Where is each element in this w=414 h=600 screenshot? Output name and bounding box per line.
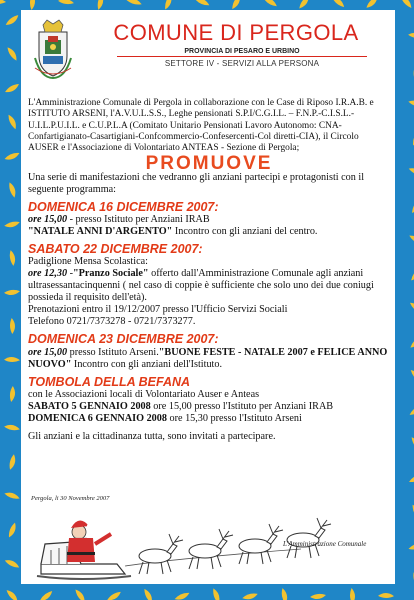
document-body — [28, 98, 390, 443]
swirl-decoration — [74, 588, 87, 600]
closing-text: Gli anziani e la cittadinanza tutta, sono invitati a partecipare. — [28, 430, 276, 442]
event-heading: DOMENICA 23 DICEMBRE 2007: — [28, 332, 219, 347]
event-title: "BUONE FESTE - NATALE 2007 e FELICE ANNO NUOVO" — [28, 346, 388, 370]
event-text: - — [67, 268, 74, 280]
swirl-decoration — [409, 335, 414, 350]
swirl-decoration — [408, 472, 414, 484]
swirl-decoration — [4, 491, 21, 501]
event-text: ore 15,30 presso l'Istituto Arseni — [166, 412, 302, 424]
divider — [117, 56, 367, 57]
swirl-decoration — [4, 220, 21, 229]
swirl-decoration — [106, 590, 122, 600]
swirl-decoration — [4, 13, 20, 27]
swirl-decoration — [408, 541, 414, 551]
swirl-decoration — [6, 46, 19, 62]
swirl-decoration — [365, 0, 380, 10]
header — [21, 10, 395, 88]
swirl-decoration — [262, 0, 278, 8]
promuove-heading: PROMUOVE — [145, 153, 273, 175]
swirl-decoration — [350, 588, 356, 600]
closing — [28, 431, 390, 443]
swirl-decoration — [8, 181, 18, 198]
event-line — [28, 226, 390, 238]
event-heading: TOMBOLA DELLA BEFANA — [28, 374, 191, 389]
swirl-decoration — [281, 588, 289, 600]
event-time: ore 15,00 — [28, 214, 68, 226]
event-line: con le Associazioni locali di Volontariato Auser e Anteas — [28, 388, 260, 400]
swirl-decoration — [409, 368, 414, 383]
event-text: Incontro con gli anziani del centro. — [172, 226, 318, 238]
swirl-decoration — [230, 0, 242, 10]
swirl-decoration — [378, 593, 394, 598]
swirl-decoration — [408, 233, 414, 246]
swirl-decoration — [96, 0, 104, 10]
event-line: Telefono 0721/7373278 - 0721/7373277. — [28, 316, 196, 328]
swirl-decoration — [7, 113, 19, 130]
event-day: SABATO 5 GENNAIO 2008 — [28, 400, 151, 412]
event-text: offerto dall'Amministrazione Comunale agli anziani ultrasessantacinquenni ( nel caso di coppie è sufficiente che solo uno dei due coniugi possieda il requisito dell'età). — [28, 268, 374, 304]
event-text: - presso Istituto per Anziani IRAB — [67, 214, 210, 226]
swirl-decoration — [126, 0, 143, 6]
event-line: Prenotazioni entro il 19/12/2007 presso l'Ufficio Servizi Sociali — [28, 304, 288, 316]
event-text: presso Istituto Arseni. — [67, 346, 159, 358]
swirl-decoration — [408, 404, 414, 418]
swirl-decoration — [212, 587, 222, 600]
event-line — [28, 214, 390, 226]
event-line: Padiglione Mensa Scolastica: — [28, 256, 148, 268]
event-3 — [28, 334, 390, 370]
swirl-decoration — [9, 386, 16, 402]
province-label: PROVINCIA DI PESARO E URBINO — [184, 48, 300, 55]
swirl-decoration — [5, 588, 20, 600]
coat-of-arms-icon — [31, 16, 75, 80]
swirl-decoration — [331, 0, 346, 9]
event-title: "NATALE ANNI D'ARGENTO" — [28, 226, 173, 238]
event-line — [28, 413, 390, 425]
swirl-decoration — [194, 0, 211, 7]
poster-card — [21, 10, 395, 584]
swirl-decoration — [410, 436, 414, 452]
swirl-decoration — [408, 99, 414, 108]
event-4 — [28, 374, 390, 425]
swirl-decoration — [399, 0, 413, 9]
swirl-decoration — [0, 0, 6, 4]
swirl-decoration — [408, 32, 414, 39]
swirl-decoration — [174, 591, 191, 600]
swirl-decoration — [298, 0, 311, 10]
intro-paragraph: L'Amministrazione Comunale di Pergola in collaborazione con le Case di Riposo I.R.A.B. e ISTITUTO ARSENI, l'A.V.U.L.S.S., Leghe pensionati S.P.I/C.G.I.L. – F.N.P.-C.I.S.L.- U.I.L.P.U.I.L. e C.U.P.L.A (Comitato Unitario Pensionati Lavoro Autonomo: CNA-Confartigianato-Casartigiani-Confcommercio-Confesercenti-Col diretti-CIA), il Circolo AUSER e l'Associazione di Volontariato ANTEAS - Sezione di Pergola; — [28, 98, 374, 154]
event-heading: DOMENICA 16 DICEMBRE 2007: — [28, 199, 219, 214]
event-line — [28, 268, 390, 304]
swirl-decoration — [409, 300, 414, 314]
swirl-decoration — [163, 0, 173, 11]
swirl-decoration — [310, 593, 326, 600]
event-2 — [28, 244, 390, 328]
swirl-decoration — [410, 266, 414, 282]
swirl-decoration — [58, 0, 75, 5]
swirl-decoration — [29, 0, 35, 10]
sector-label: SETTORE IV - SERVIZI ALLA PERSONA — [164, 59, 320, 68]
swirl-decoration — [7, 522, 18, 539]
event-time: ore 15,00 — [28, 346, 68, 358]
swirl-decoration — [10, 318, 16, 334]
swirl-decoration — [4, 558, 21, 570]
page-title: COMUNE DI PERGOLA — [113, 20, 359, 45]
event-time: ore 12,30 — [28, 268, 68, 280]
event-text: Incontro con gli anziani dell'Istituto. — [71, 358, 223, 370]
swirl-decoration — [143, 588, 155, 600]
event-heading: SABATO 22 DICEMBRE 2007: — [28, 242, 203, 257]
swirl-decoration — [4, 424, 21, 432]
event-day: DOMENICA 6 GENNAIO 2008 — [28, 412, 167, 424]
place-date: Pergola, li 30 Novembre 2007 — [31, 495, 110, 502]
event-title: "Pranzo Sociale" — [73, 268, 149, 280]
swirl-decoration — [4, 357, 20, 363]
swirl-decoration — [408, 166, 414, 177]
lead-paragraph: Una serie di manifestazioni che vedranno gli anziani partecipi e protagonisti con il seguente programma: — [28, 171, 365, 195]
event-line — [28, 401, 390, 413]
event-1 — [28, 199, 390, 238]
event-text: ore 15,00 presso l'Istituto per Anziani IRAB — [150, 400, 334, 412]
swirl-decoration — [410, 198, 414, 214]
event-line — [28, 347, 390, 371]
swirl-decoration — [4, 151, 21, 162]
swirl-decoration — [4, 289, 20, 296]
swirl-decoration — [39, 589, 55, 600]
signature: L'Amministrazione Comunale — [283, 540, 367, 548]
swirl-decoration — [8, 454, 17, 471]
swirl-decoration — [9, 250, 17, 267]
swirl-decoration — [4, 82, 20, 94]
swirl-decoration — [242, 592, 259, 600]
